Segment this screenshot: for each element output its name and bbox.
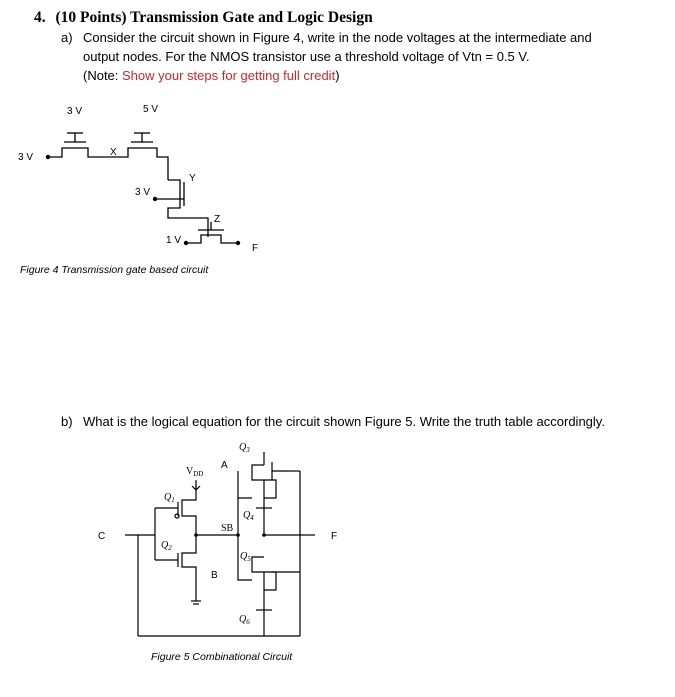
figure-4-wires [48, 133, 238, 243]
figure-4-terminals [46, 155, 240, 245]
label-c: C [98, 531, 106, 542]
label-node-f: F [252, 243, 259, 254]
label-q6: $Q_6$ [239, 614, 250, 626]
label-f: F [331, 531, 338, 542]
label-b: B [211, 570, 218, 581]
label-5v-gate2: 5 V [143, 104, 159, 115]
question-heading [34, 9, 373, 27]
part-a-line2: output nodes. For the NMOS transistor use a threshold voltage of Vtn = 0.5 V. [83, 49, 530, 64]
label-q1: $Q_1$ [164, 492, 175, 504]
part-b-line: What is the logical equation for the circuit shown Figure 5. Write the truth table accordingly. [83, 414, 605, 429]
label-q4: $Q_4$ [243, 510, 254, 522]
part-b-text [61, 412, 673, 431]
figure-5-labels [98, 442, 337, 626]
part-a-marker: a) [61, 30, 73, 45]
label-3v-gate1: 3 V [67, 106, 83, 117]
note-open: (Note: [83, 68, 123, 83]
question-title: (10 Points) Transmission Gate and Logic Design [55, 9, 373, 26]
label-q5: $Q_5$ [240, 551, 251, 563]
part-a-line1: Consider the circuit shown in Figure 4, write in the node voltages at the intermediate and [83, 30, 592, 45]
note-highlight: Show your steps for getting full credit [122, 68, 336, 83]
part-a-text [61, 28, 673, 85]
label-1v-gate4: 1 V [166, 235, 182, 246]
part-a-note [83, 66, 673, 85]
figure-5-wires [125, 452, 315, 636]
label-node-y: Y [189, 173, 196, 184]
label-3v-gate3: 3 V [135, 187, 151, 198]
figure-4-caption: Figure 4 Transmission gate based circuit [20, 264, 209, 276]
label-a: A [221, 460, 228, 471]
figure-4-labels [18, 104, 258, 254]
label-q3: $Q_3$ [239, 442, 250, 454]
label-node-z: Z [214, 214, 221, 225]
label-3v-input: 3 V [18, 152, 34, 163]
note-close: ) [335, 68, 340, 83]
part-b-marker: b) [61, 414, 73, 429]
figure-5-terminals [194, 533, 266, 537]
figure-5-caption: Figure 5 Combinational Circuit [151, 651, 293, 663]
label-vdd: $V_{DD}$ [186, 466, 204, 478]
label-sb: SB [221, 523, 234, 534]
question-number: 4. [34, 9, 46, 26]
label-q2: $Q_2$ [161, 540, 172, 552]
label-node-x: X [110, 147, 117, 158]
